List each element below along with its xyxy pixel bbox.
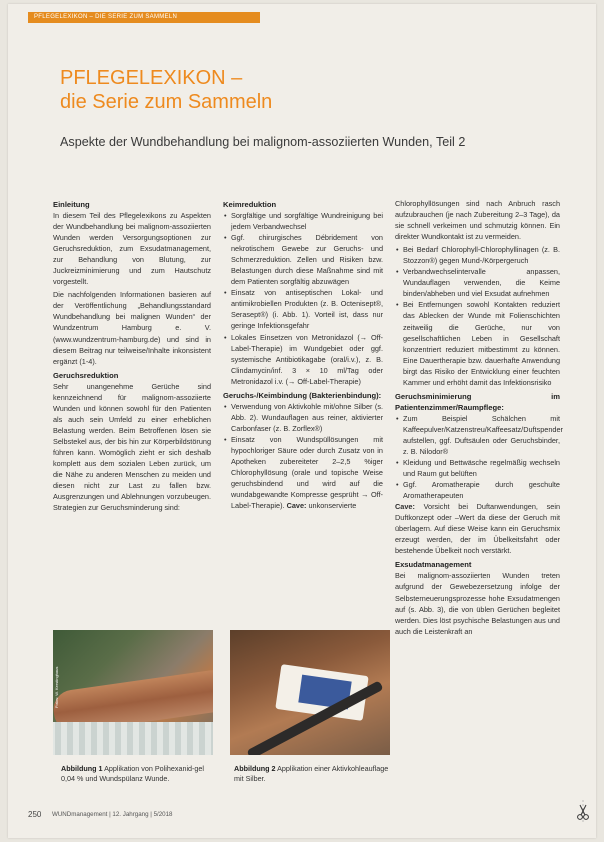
- list-item: • Bei Bedarf Chlorophyll-Chlorophyllinagen (z. B. Stozzon®) gegen Mund-/Körpergeruch: [395, 244, 560, 266]
- list-geruchsbindung: [223, 401, 383, 511]
- cave-label: Cave:: [286, 501, 307, 511]
- list-item: • Lokales Einsetzen von Metronidazol (→ Off-Label-Therapie) im Wundgebiet oder ggf. systemische Antibiotikagabe (oral/i.v.), z. B. Clindamycin/inf. 3 × 10 ml/Tag oder Metronidazol i.v. (→ Off-Label-Therapie): [223, 332, 383, 387]
- figure-1-caption: [61, 764, 216, 784]
- page-title-line-2: die Serie zum Sammeln: [60, 91, 273, 113]
- photo-sheet-shape: [53, 722, 213, 755]
- list-chlorophyll: [395, 244, 560, 388]
- list-item: • Zum Beispiel Schälchen mit Kaffeepulver/Katzenstreu/Kaffeesatz/Duftspender aufstellen, ggf. Duftsäulen oder Geruchsbinder, z. B. Nilodor®: [395, 413, 560, 457]
- list-keimreduktion: [223, 210, 383, 387]
- paragraph-einleitung-1: In diesem Teil des Pflegelexikons zu Aspekten der Wundbehandlung bei malignom-assoziierten Wunden werden Versorgungsoptionen zur Geruchsreduktion, zum Exsudatmanagement, zur Behandlung von Blutung, zur Juckreizminimierung und zum Hautschutz vorgestellt.: [53, 211, 211, 287]
- text-column-1: [53, 196, 211, 515]
- figure-2-photo: [230, 630, 390, 755]
- paragraph-cave: [395, 501, 560, 556]
- paragraph-chlorophyll: Chlorophyllösungen sind nach Anbruch rasch aufzubrauchen (je nach Zubereitung 2–3 Tage), da sie schnell verkeimen und schmutzig können. Ein direkter Wundkontakt ist zu vermeiden.: [395, 199, 560, 242]
- figure-1-label: Abbildung 1: [61, 764, 103, 773]
- list-item: • Ggf. Aromatherapie durch geschulte Aromatherapeuten: [395, 479, 560, 501]
- cave-text: Vorsicht bei Duftanwendungen, sein Duftkonzept oder –Wert da diese der Geruch mit überlagern. Auf diese Weise kann ein Geruchsmix erzeugt werden, der im Übelkeitsfahrt oder bestehende Übelkeit noch verstärkt.: [395, 502, 560, 556]
- heading-exsudatmanagement: Exsudatmanagement: [395, 560, 472, 570]
- list-item: • Kleidung und Bettwäsche regelmäßig wechseln und Raum gut belüften: [395, 457, 560, 479]
- list-item: • Bei Entfernungen sowohl Kontakten reduziert das Ablecken der Wunde mit Folienschichten zeitweilig die Gerüche, nur von gesellschaftlichen Leben in Gesellschaft konzentriert reduziert mitbestimmt zu können. Eine Dauertherapie bzw. dauerhafte Anwendung birgt das Risiko der Entwicklung einer feuchten Kammer und erhöht damit das Infektionsrisiko: [395, 299, 560, 387]
- text-column-2: [223, 196, 383, 511]
- heading-geruchsreduktion: Geruchsreduktion: [53, 370, 119, 380]
- paragraph-geruchsreduktion: Sehr unangenehme Gerüche sind kennzeichnend für malignom-assoziierte Wunden und können sowohl für den Patienten als auch sein Umfeld zu einer erheblichen Belastung werden. Beim Betroffenen lösen sie Selbstekel aus, der bis hin zur Körperbildstörung führen kann. Womöglich zieht er sich deshalb komplett aus dem sozialen Leben zurück, um die Nähe zu anderen Menschen zu meiden und diesen nicht zur Last zu fallen bzw. Ausgrenzungen und Ablehnungen vorzubeugen. Strategien zur Geruchsminderung sind:: [53, 381, 211, 513]
- figure-1-text: Applikation von Polihexanid-gel 0,04 % und Wundspülanz Wunde.: [61, 764, 205, 783]
- list-item: [223, 434, 383, 511]
- list-item: • Verbandwechselintervalle anpassen, Wundauflagen verwenden, die Keime binden/abheben und viel Exsudat aufnehmen: [395, 266, 560, 299]
- cave-text: unkonservierte: [306, 501, 357, 511]
- list-item: • Verwendung von Aktivkohle mit/ohne Silber (s. Abb. 2). Wundauflagen aus reiner, aktivierter Carbonfaser (z. B. Zorflex®): [223, 401, 383, 434]
- figure-2-text: Applikation einer Aktivkohleauflage mit Silber.: [234, 764, 389, 783]
- page-title-line-1: PFLEGELEXIKON –: [60, 67, 243, 89]
- article-subtitle: Aspekte der Wundbehandlung bei malignom-assoziierten Wunden, Teil 2: [60, 135, 466, 149]
- heading-raumpflege: Geruchsminimierung im Patientenzimmer/Raumpflege:: [395, 391, 560, 412]
- photo-credit: Fotos: W. Kerstinghaus: [54, 666, 59, 708]
- text-column-3: [395, 198, 563, 639]
- journal-footer: WUNDmanagement | 12. Jahrgang | 5/2018: [52, 811, 173, 818]
- paragraph-exsudatmanagement: Bei malignom-assoziierten Wunden treten aufgrund der Gewebezersetzung infolge der Selbsterneuerungsprozesse hohe Exsudatmengen auf (s. Abb. 3), die von üblen Gerüchen begleitet werden. Dies löst psychische Belastungen aus und auch die Leistenkraft an: [395, 571, 560, 636]
- heading-keimreduktion: Keimreduktion: [223, 200, 277, 209]
- figure-1-photo: [53, 630, 213, 755]
- list-item: • Sorgfältige und sorgfältige Wundreinigung bei jedem Verbandwechsel: [223, 210, 383, 232]
- heading-einleitung: Einleitung: [53, 200, 90, 209]
- list-item: • Einsatz von antiseptischen Lokal- und antimikrobiellen Produkten (z. B. Octenisept®, Serasept®) (i. Abb. 1). Vorteil ist, dass nur geringe Infektionsgefahr: [223, 287, 383, 331]
- figure-2-caption: [234, 764, 394, 784]
- magazine-page: [8, 4, 596, 838]
- paragraph-einleitung-2: Die nachfolgenden Informationen basieren auf der Veröffentlichung „Behandlungsstandard Wundbehandlung bei malignen Wunden“ der Wundzentrum Hamburg e. V. (www.wundzentrum-hamburg.de) und sind in diesem Beitrag nur teilweise/Inhalte inkonsistent ergänzt (1-4).: [53, 290, 211, 366]
- cave-label: Cave:: [395, 502, 415, 512]
- figure-2-label: Abbildung 2: [234, 764, 276, 773]
- section-tag: PFLEGELEXIKON – DIE SERIE ZUM SAMMELN: [28, 12, 260, 23]
- list-item-text: Einsatz von Wundspüllösungen mit hypochloriger Säure oder durch Zusatz von in Apotheken zubereiteter 2–2,5 %iger Chlorophyllösung (orale und topische Weise geruchsbindend und wird auf die wundabgewandte Kompresse gesprüht → Off-Label-Therapie).: [231, 434, 383, 511]
- page-number: 250: [28, 810, 42, 819]
- scissors-icon: [574, 800, 592, 824]
- list-item: • Ggf. chirurgisches Débridement von nekrotischem Gewebe zur Geruchs- und Schmerzreduktion. Zellen und Risiken bzw. Belastungen durch diese Maßnahme sind mit dem Patienten sorgfältig abzuwägen: [223, 232, 383, 287]
- heading-geruchs-keimbindung: Geruchs-/Keimbindung (Bakterienbindung):: [223, 390, 382, 400]
- list-raumpflege: [395, 413, 563, 501]
